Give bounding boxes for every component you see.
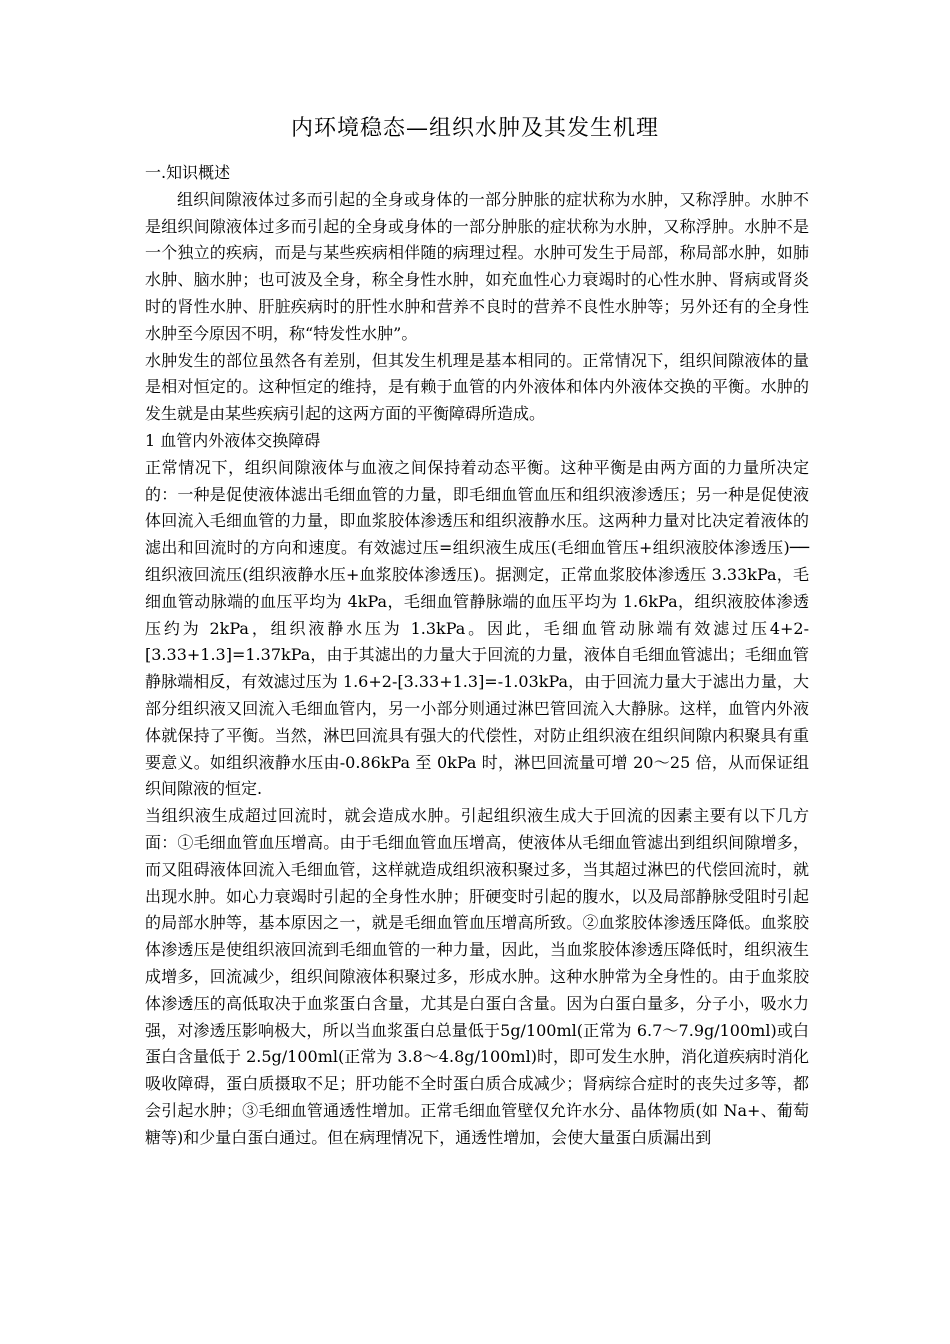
- section-heading-overview: 一.知识概述: [145, 163, 231, 182]
- section-heading-fluid-exchange: 1 血管内外液体交换障碍: [145, 430, 321, 450]
- paragraph-fluid-balance: 正常情况下，组织间隙液体与血液之间保持着动态平衡。这种平衡是由两方面的力量所决定的：一种是促使液体滤出毛细血管的力量，即毛细血管血压和组织液渗透压；另一种是促使液体回流入毛细血管的力量，即血浆胶体渗透压和组织液静水压。这两种力量对比决定着液体的滤出和回流时的方向和速度。有效滤过压=组织液生成压(毛细血管压+组织液胶体渗透压)──组织液回流压(组织液静水压+血浆胶体渗透压)。据测定，正常血浆胶体渗透压 3.33kPa，毛细血管动脉端的血压平均为 4kPa，毛细血管静脉端的血压平均为 1.6kPa，组织液胶体渗透压约为 2kPa，组织液静水压为 1.3kPa。因此，毛细血管动脉端有效滤过压4+2-[3.33+1.3]=1.37kPa，由于其滤出的力量大于回流的力量，液体自毛细血管滤出；毛细血管静脉端相反，有效滤过压为 1.6+2-[3.33+1.3]=-1.03kPa，由于回流力量大于滤出力量，大部分组织液又回流入毛细血管内，另一小部分则通过淋巴管回流入大静脉。这样，血管内外液体就保持了平衡。当然，淋巴回流具有强大的代偿性，对防止组织液在组织间隙内积聚具有重要意义。如组织液静水压由-0.86kPa 至 0kPa 时，淋巴回流量可增 20～25 倍，从而保证组织间隙液的恒定.: [145, 457, 809, 799]
- document-title: 内环境稳态—组织水肿及其发生机理: [290, 116, 659, 141]
- document-body: [145, 160, 809, 1151]
- paragraph-edema-definition: 组织间隙液体过多而引起的全身或身体的一部分肿胀的症状称为水肿，又称浮肿。水肿不是组织间隙液体过多而引起的全身或身体的一部分肿胀的症状称为水肿，又称浮肿。水肿不是一个独立的疾病，而是与某些疾病相伴随的病理过程。水肿可发生于局部，称局部水肿，如肺水肿、脑水肿；也可波及全身，称全身性水肿，如充血性心力衰竭时的心性水肿、肾病或肾炎时的肾性水肿、肝脏疾病时的肝性水肿和营养不良时的营养不良性水肿等；另外还有的全身性水肿至今原因不明，称“特发性水肿”。: [145, 189, 809, 343]
- paragraph-edema-causes: 当组织液生成超过回流时，就会造成水肿。引起组织液生成大于回流的因素主要有以下几方面：①毛细血管血压增高。由于毛细血管血压增高，使液体从毛细血管滤出到组织间隙增多，而又阻碍液体回流入毛细血管，这样就造成组织液积聚过多，当其超过淋巴的代偿回流时，就出现水肿。如心力衰竭时引起的全身性水肿；肝硬变时引起的腹水，以及局部静脉受阻时引起的局部水肿等，基本原因之一，就是毛细血管血压增高所致。②血浆胶体渗透压降低。血浆胶体渗透压是使组织液回流到毛细血管的一种力量，因此，当血浆胶体渗透压降低时，组织液生成增多，回流减少，组织间隙液体积聚过多，形成水肿。这种水肿常为全身性的。由于血浆胶体渗透压的高低取决于血浆蛋白含量，尤其是白蛋白含量。因为白蛋白量多，分子小，吸水力强，对渗透压影响极大，所以当血浆蛋白总量低于5g/100ml(正常为 6.7～7.9g/100ml)或白蛋白含量低于 2.5g/100ml(正常为 3.8～4.8g/100ml)时，即可发生水肿，消化道疾病时消化吸收障碍，蛋白质摄取不足；肝功能不全时蛋白质合成减少；肾病综合症时的丧失过多等，都会引起水肿；③毛细血管通透性增加。正常毛细血管壁仅允许水分、晶体物质(如 Na+、葡萄糖等)和少量白蛋白通过。但在病理情况下，通透性增加，会使大量蛋白质漏出到: [145, 806, 809, 1147]
- paragraph-edema-mechanism: 水肿发生的部位虽然各有差别，但其发生机理是基本相同的。正常情况下，组织间隙液体的量是相对恒定的。这种恒定的维持，是有赖于血管的内外液体和体内外液体交换的平衡。水肿的发生就是由某些疾病引起的这两方面的平衡障碍所造成。: [145, 350, 809, 424]
